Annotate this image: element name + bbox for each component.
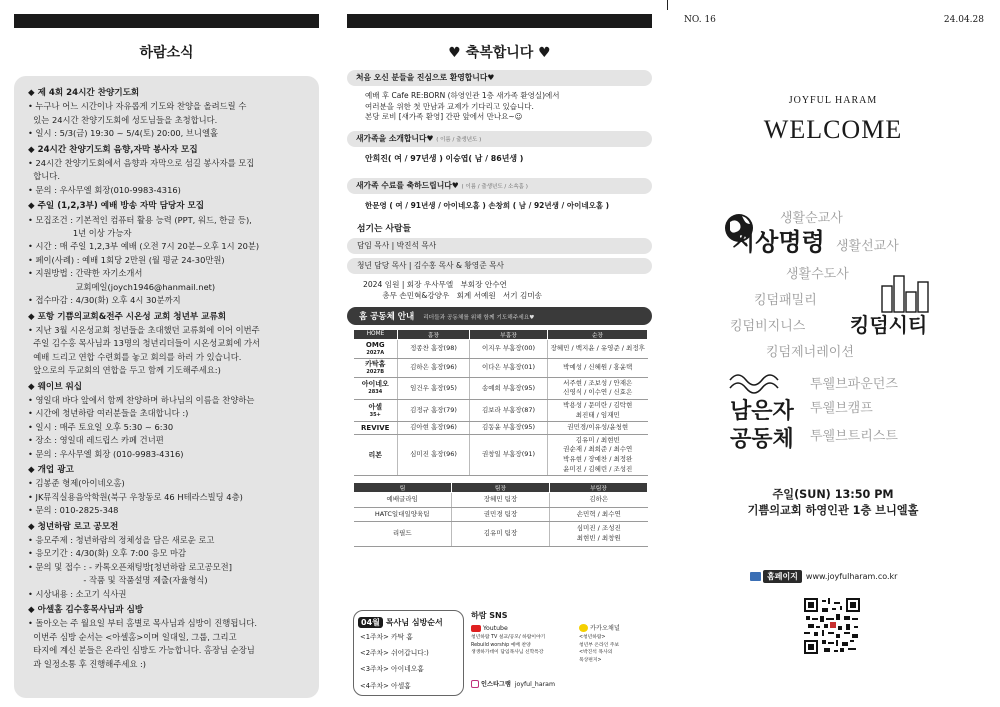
news-line: • 모집조건 : 기본적인 컴퓨터 활용 능력 (PPT, 워드, 한글 등), bbox=[28, 214, 252, 225]
kakao-link[interactable] bbox=[579, 624, 647, 634]
newcomers-heading bbox=[347, 131, 652, 147]
blessing-panel bbox=[347, 14, 652, 696]
table-row bbox=[354, 493, 648, 508]
home-leader-cell: 김하은 홈장(96) bbox=[398, 358, 470, 377]
team-subleader-cell: 김하은 bbox=[550, 493, 648, 508]
graduates-list: 한문영 ( 여 / 91년생 / 아이네오홈 ) 손창희 ( 남 / 92년생 / 아이네오홈 ) bbox=[365, 200, 610, 210]
news-section bbox=[28, 143, 307, 198]
news-heading: ◆ 개업 광고 bbox=[28, 464, 74, 475]
news-heading: ◆ 웨이브 워십 bbox=[28, 381, 83, 392]
news-line: • 일시 : 매주 토요일 오후 5:30 ~ 6:30 bbox=[28, 421, 174, 432]
team-leader-cell: 장혜민 팀장 bbox=[452, 493, 550, 508]
news-line: • 장소 : 영일대 레드립스 카페 건너편 bbox=[28, 435, 164, 446]
news-line: 1년 이상 가능자 bbox=[28, 228, 132, 239]
home-leader-cell: 정종찬 홈장(98) bbox=[398, 339, 470, 358]
cell-leaders-cell: 김유미 / 최현빈 권순재 / 최희준 / 최수연 박유현 / 장예찬 / 최정완 윤미진 / 김혜린 / 조성진 bbox=[548, 434, 648, 475]
service-place: 기쁨의교회 하영인관 1층 브니엘홀 bbox=[747, 504, 919, 517]
news-line: • 시간 : 매 주일 1,2,3부 예배 (오전 7시 20분~오후 1시 20분) bbox=[28, 241, 260, 252]
news-line: • 응모주제 : 청년하람의 정체성을 담은 새로운 로고 bbox=[28, 535, 215, 545]
youtube-block bbox=[471, 624, 567, 657]
home-table-header: 부홈장 bbox=[470, 329, 548, 339]
kakao-block bbox=[579, 624, 647, 664]
home-leader-cell: 심미진 홈장(96) bbox=[398, 434, 470, 475]
team-name-cell: HATC일대일양육팀 bbox=[354, 507, 452, 522]
home-name: 리본 bbox=[368, 450, 383, 459]
top-bar bbox=[347, 14, 652, 28]
home-name: 카탁홈 bbox=[365, 359, 386, 368]
table-row bbox=[354, 358, 648, 377]
home-subleader-cell: 이다은 부홈장(01) bbox=[470, 358, 548, 377]
home-name-cell bbox=[354, 399, 398, 421]
cell-leaders-cell: 장혜민 / 백지윤 / 유영준 / 최정후 bbox=[548, 339, 648, 358]
blessing-title: ♥ 축복합니다 ♥ bbox=[448, 45, 551, 61]
team-subleader-cell: 손민혁 / 최수연 bbox=[550, 507, 648, 522]
logo-text-life-monk: 생활수도사 bbox=[786, 267, 849, 282]
news-line: • 문의 : 우사무엘 회장 (010-9983-4316) bbox=[28, 448, 184, 459]
pastor-visit-item: <4주차> 아셀홈 bbox=[360, 681, 411, 690]
table-row bbox=[354, 522, 648, 546]
newcomers-heading-text: 새가족을 소개합니다♥ bbox=[356, 133, 434, 143]
home-table-header: HOME bbox=[354, 329, 398, 339]
graduates-heading-text: 새가족 수료를 축하드립니다♥ bbox=[356, 180, 459, 190]
news-line: • 문의 및 접수 : - 카톡오픈채팅방[청년하람 로고공모전] bbox=[28, 561, 232, 572]
table-row bbox=[354, 377, 648, 399]
service-info bbox=[680, 487, 986, 519]
team-name-cell: 리필드 bbox=[354, 522, 452, 546]
top-bar bbox=[14, 14, 319, 28]
youtube-icon bbox=[471, 625, 481, 632]
table-row bbox=[354, 399, 648, 421]
news-line: • JK뮤직실용음악학원(북구 우창동로 46 H테라스빌딩 4층) bbox=[28, 491, 243, 502]
service-time: 주일(SUN) 13:50 PM bbox=[772, 488, 894, 501]
news-line: • 24시간 찬양기도회에서 음향과 자막으로 섬길 봉사자를 모집 bbox=[28, 158, 255, 169]
news-section bbox=[28, 463, 307, 518]
news-line: 앞으로의 두교회의 연합을 두고 함께 기도해주세요:) bbox=[28, 365, 221, 376]
first-visit-line: 본당 로비 [새가족 환영] 간판 앞에서 만나요~☺ bbox=[365, 112, 523, 122]
home-name-cell bbox=[354, 377, 398, 399]
news-heading: ◆ 포항 기쁨의교회&전주 시온성 교회 청년부 교류회 bbox=[28, 311, 227, 322]
news-line: • 돌아오는 주 월요일 부터 홈별로 목사님과 심방이 진행됩니다. bbox=[28, 618, 258, 629]
graduates-sub: ( 이름 / 출생년도 / 소속홈 ) bbox=[461, 183, 528, 190]
bottom-row bbox=[353, 610, 647, 696]
logo-text-great-commission: 지상명령 bbox=[732, 228, 825, 256]
news-line: • 응모기간 : 4/30(화) 오후 7:00 응모 마감 bbox=[28, 548, 187, 559]
cell-leaders-cell: 박예성 / 신혜원 / 홍윤택 bbox=[548, 358, 648, 377]
home-subleader-cell: 김보라 부홈장(87) bbox=[470, 399, 548, 421]
logo-text-kingdom-family: 킹덤패밀리 bbox=[754, 293, 817, 308]
team-subleader-cell: 심미진 / 조성진 최현빈 / 최창원 bbox=[550, 522, 648, 546]
logo-text-kingdom-business: 킹덤비지니스 bbox=[730, 319, 806, 334]
news-heading: ◆ 청년하람 로고 공모전 bbox=[28, 521, 119, 532]
kakao-label: 카카오채널 bbox=[590, 625, 620, 632]
logo-text-life-missionary: 생활선교사 bbox=[836, 239, 899, 254]
graduates-heading bbox=[347, 178, 652, 194]
home-leader-cell: 김아현 홈장(96) bbox=[398, 422, 470, 435]
news-line: 있는 24시간 찬양기도회에 성도님들을 초청합니다. bbox=[28, 114, 218, 125]
home-year: 2027A bbox=[366, 349, 385, 356]
logo-text-twelve-foundations: 투웰브파운던즈 bbox=[810, 377, 898, 392]
homepage-row bbox=[750, 570, 897, 583]
youtube-desc: 청년하람 TV 설교/공모/ 하람이야기 Rebuild worship 예배 찬양 생생하가데이 담임목사님 신학특강 bbox=[471, 635, 546, 656]
news-heading: ◆ 주일 (1,2,3부) 예배 방송 자막 담당자 모집 bbox=[28, 201, 205, 212]
news-line: • 문의 : 우사무엘 회장(010-9983-4316) bbox=[28, 184, 181, 195]
instagram-icon bbox=[471, 680, 479, 688]
home-guide-bar bbox=[347, 307, 652, 325]
news-line: • 시상내용 : 소고기 식사권 bbox=[28, 588, 127, 599]
officer-line: 2024 임원 | 회장 우사무엘 부회장 안수연 bbox=[363, 279, 507, 289]
officers bbox=[347, 279, 652, 301]
welcome-panel bbox=[680, 14, 986, 696]
home-name-cell bbox=[354, 434, 398, 475]
homepage-icon bbox=[750, 572, 761, 581]
news-section bbox=[28, 380, 307, 461]
youtube-link[interactable] bbox=[471, 624, 567, 634]
news-section bbox=[28, 520, 307, 601]
logo-text-twelve-camp: 투웰브캠프 bbox=[810, 401, 873, 416]
team-table-header: 팀 bbox=[354, 483, 452, 493]
logo-text-community: 공동체 bbox=[730, 427, 794, 452]
home-year: 35+ bbox=[369, 411, 381, 418]
pastor-visit-heading bbox=[354, 617, 463, 628]
home-table-header: 순장 bbox=[548, 329, 648, 339]
first-visit-line: 예배 후 Cafe RE:BORN (하영인관 1층 새가족 환영실)에서 bbox=[365, 91, 560, 100]
news-heading: ◆ 제 4회 24시간 찬양기도회 bbox=[28, 88, 140, 98]
pastor-visit-item: <3주차> 아이네오홈 bbox=[360, 665, 424, 674]
home-name: OMG bbox=[365, 340, 385, 349]
home-name-cell bbox=[354, 358, 398, 377]
instagram-id: joyful_haram bbox=[514, 681, 555, 688]
team-name-cell: 예배글라임 bbox=[354, 493, 452, 508]
home-name-cell bbox=[354, 339, 398, 358]
home-name: 아이네오 bbox=[361, 380, 389, 389]
news-line: 합니다. bbox=[28, 171, 60, 182]
news-box bbox=[14, 76, 319, 698]
news-line: • 영일대 바다 앞에서 함께 찬양하며 하나님의 이름을 찬양하는 bbox=[28, 394, 255, 405]
home-table-header: 홈장 bbox=[398, 329, 470, 339]
wave-icon bbox=[730, 375, 778, 393]
news-title: 하람소식 bbox=[139, 45, 194, 61]
homepage-label: 홈페이지 bbox=[763, 570, 802, 583]
home-table bbox=[353, 329, 648, 476]
vision-logo bbox=[724, 200, 954, 470]
city-icon bbox=[882, 276, 928, 312]
home-year: 2027B bbox=[366, 368, 385, 375]
table-row bbox=[354, 422, 648, 435]
first-visit-heading: 처음 오신 분들을 진심으로 환영합니다♥ bbox=[347, 70, 652, 86]
news-line: 과 일정소통 후 진행해주세요 :) bbox=[28, 658, 147, 669]
home-subleader-cell: 권창일 부홈장(91) bbox=[470, 434, 548, 475]
news-line: • 시간에 청년하람 여러분들을 초대합니다 :) bbox=[28, 408, 189, 419]
news-section bbox=[28, 603, 307, 671]
home-subleader-cell: 송예희 부홈장(95) bbox=[470, 377, 548, 399]
fold-mark-left bbox=[667, 0, 668, 10]
instagram-link[interactable] bbox=[471, 680, 555, 690]
table-row bbox=[354, 339, 648, 358]
issue-number: NO. 16 bbox=[684, 15, 716, 25]
cell-leaders-cell: 권민경/이유성/윤청현 bbox=[548, 422, 648, 435]
sns-box bbox=[471, 610, 647, 696]
home-name: REVIVE bbox=[361, 423, 390, 432]
news-line: • 지원방법 : 간략한 자기소개서 bbox=[28, 268, 143, 279]
team-table-header: 팀장 bbox=[452, 483, 550, 493]
news-heading: ◆ 24시간 찬양기도회 음향,자막 봉사자 모집 bbox=[28, 144, 198, 155]
team-table-header: 부팀장 bbox=[550, 483, 648, 493]
newcomers-sub: ( 이름 / 출생년도 ) bbox=[436, 136, 482, 143]
news-section bbox=[28, 199, 307, 307]
cell-leaders-cell: 서주현 / 조보성 / 안재은 신영식 / 이수연 / 신효은 bbox=[548, 377, 648, 399]
news-line: • 페이(사례) : 예배 1회당 2만원 (월 평균 24-30만원) bbox=[28, 254, 225, 265]
newcomers-list: 안희진( 여 / 97년생 ) 이승엽( 남 / 86년생 ) bbox=[365, 153, 524, 163]
news-line: • 일시 : 5/3(금) 19:30 ~ 5/4(토) 20:00, 브니엘홀 bbox=[28, 128, 218, 139]
news-line: 이번주 심방 순서는 <아셀홈>이며 일대일, 그룹, 그리고 bbox=[28, 631, 237, 642]
first-visit-text bbox=[347, 91, 652, 123]
homepage-url[interactable]: www.joyfulharam.co.kr bbox=[805, 572, 898, 581]
pastor-visit-title: 목사님 심방순서 bbox=[385, 618, 443, 627]
sns-title: 하람 SNS bbox=[471, 611, 508, 620]
news-panel bbox=[14, 14, 319, 696]
pastor-visit-item: <1주차> 카탁 홈 bbox=[360, 633, 413, 641]
news-line: • 문의 : 010-2825-348 bbox=[28, 505, 119, 516]
logo-text-kingdom-city: 킹덤시티 bbox=[850, 313, 928, 337]
home-leader-cell: 임건우 홈장(95) bbox=[398, 377, 470, 399]
news-heading: ◆ 아셀홈 김수홍목사님과 심방 bbox=[28, 605, 144, 616]
table-row bbox=[354, 434, 648, 475]
home-name: 아셀 bbox=[368, 402, 383, 411]
pastor-visit-box bbox=[353, 610, 464, 696]
news-section bbox=[28, 86, 307, 141]
news-section bbox=[28, 310, 307, 378]
welcome-heading: WELCOME bbox=[763, 115, 903, 144]
first-visit-line: 여러분을 위한 첫 만남과 교제가 기다리고 있습니다. bbox=[365, 101, 534, 111]
qr-code-icon[interactable] bbox=[804, 598, 860, 654]
news-line: • 김봉준 형제(아이네오홈) bbox=[28, 478, 125, 489]
servers-title: 섬기는 사람들 bbox=[357, 223, 412, 234]
logo-text-remnant: 남은자 bbox=[730, 399, 794, 424]
instagram-label: 인스타그램 bbox=[481, 681, 511, 688]
news-line: 주일 김수홍 목사님과 13명의 청년리더들이 시온성교회에 가서 bbox=[28, 338, 261, 349]
kakao-icon bbox=[579, 624, 588, 632]
team-table bbox=[353, 482, 648, 546]
team-leader-cell: 권민경 팀장 bbox=[452, 507, 550, 522]
news-line: 교회메일(joych1946@hanmail.net) bbox=[28, 281, 216, 292]
youth-pastor: 청년 담당 목사 | 김수홍 목사 & 황영준 목사 bbox=[347, 258, 652, 274]
home-name-cell bbox=[354, 422, 398, 435]
table-row bbox=[354, 507, 648, 522]
pastor-visit-item: <2주차> 쉬어갑니다:) bbox=[360, 649, 429, 658]
kakao-desc: <청년하람> 청년부 온라인 주보 <박진석 목사의 묵상편지> bbox=[579, 635, 620, 663]
officer-line: 총무 손민혁&강양우 회계 서예원 서기 김미송 bbox=[363, 290, 542, 300]
home-subleader-cell: 김동윤 부홈장(95) bbox=[470, 422, 548, 435]
senior-pastor: 담임 목사 | 박진석 목사 bbox=[347, 238, 652, 254]
youtube-label: Youtube bbox=[483, 625, 508, 632]
brand-name: JOYFUL HARAM bbox=[788, 95, 878, 106]
month-badge: 04월 bbox=[358, 617, 383, 628]
home-year: 2834 bbox=[368, 389, 383, 396]
news-line: • 누구나 어느 시간이나 자유롭게 기도와 찬양을 올려드릴 수 bbox=[28, 101, 247, 112]
cell-leaders-cell: 박용성 / 문미란 / 김탁현 최진태 / 임재민 bbox=[548, 399, 648, 421]
news-line: 타지에 계신 분들은 온라인 심방도 가능합니다. 홈장님 순장님 bbox=[28, 645, 255, 656]
news-line: • 지난 3월 시온성교회 청년들을 초대했던 교류회에 이어 이번주 bbox=[28, 324, 260, 335]
home-leader-cell: 김정규 홈장(79) bbox=[398, 399, 470, 421]
home-guide-title: 홈 공동체 안내 bbox=[359, 311, 415, 322]
news-line: - 작품 및 작품설명 제출(자율형식) bbox=[28, 575, 208, 586]
home-guide-sub: 리더들과 공동체를 위해 함께 기도해주세요♥ bbox=[423, 314, 535, 321]
logo-text-twelve-trust: 투웰브트리스트 bbox=[810, 429, 898, 444]
logo-text-kingdom-generation: 킹덤제너레이션 bbox=[766, 345, 854, 360]
home-subleader-cell: 이지우 부홈장(00) bbox=[470, 339, 548, 358]
issue-date: 24.04.28 bbox=[943, 15, 984, 25]
news-line: 예배 드리고 연합 수련회를 놓고 회의를 하러 가 있습니다. bbox=[28, 351, 242, 362]
team-leader-cell: 김유미 팀장 bbox=[452, 522, 550, 546]
logo-text-missionary-martyr: 생활순교사 bbox=[780, 211, 843, 226]
news-line: • 접수마감 : 4/30(화) 오후 4시 30분까지 bbox=[28, 295, 181, 306]
